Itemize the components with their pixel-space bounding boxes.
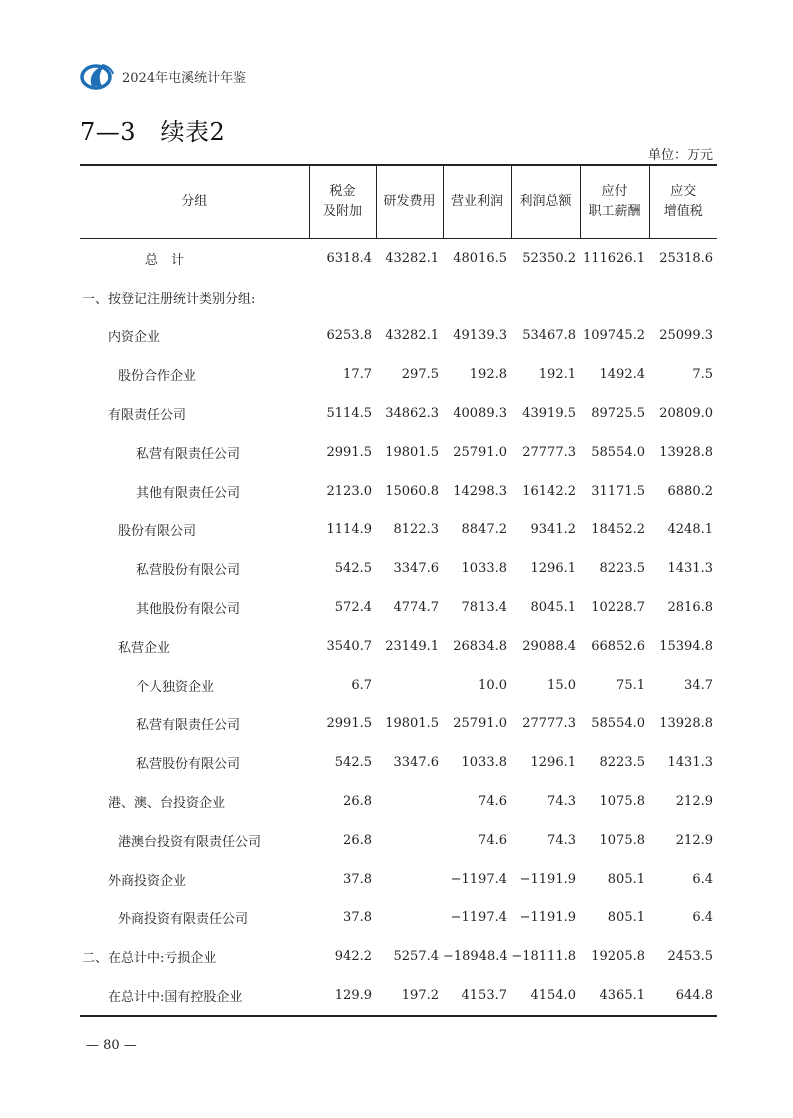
table-cell: 16142.2 [522, 483, 576, 499]
table-cell: 8847.2 [461, 522, 507, 538]
table-cell: 75.1 [616, 677, 645, 693]
table-cell [309, 278, 376, 317]
table-cell [376, 860, 443, 899]
table-cell [376, 278, 443, 317]
row-label: 二、在总计中:亏损企业 [82, 951, 217, 967]
table-cell: −1197.4 [450, 910, 507, 926]
table-cell [580, 278, 649, 317]
table-cell: 52350.2 [522, 250, 576, 266]
table-row [80, 899, 717, 938]
table-cell: 1296.1 [530, 755, 576, 771]
table-row [80, 472, 717, 511]
table-cell [649, 278, 717, 317]
table-cell: 6318.4 [326, 250, 372, 266]
book-title: 2024年屯溪统计年鉴 [122, 70, 247, 86]
table-cell: 8223.5 [599, 561, 645, 577]
row-label: 内资企业 [108, 330, 161, 346]
table-header-row [80, 165, 717, 239]
table-cell: 192.1 [538, 367, 576, 383]
table-cell: −1197.4 [450, 871, 507, 887]
table-cell: 1431.3 [667, 755, 713, 771]
table-cell: 8045.1 [530, 600, 576, 616]
table-cell: 23149.1 [385, 638, 439, 654]
table-cell [376, 821, 443, 860]
table-cell: 4153.7 [443, 976, 511, 1016]
table-row [80, 278, 717, 317]
table-cell: 43282.1 [385, 250, 439, 266]
table-cell: 805.1 [607, 910, 645, 926]
table-cell: 212.9 [675, 794, 713, 810]
table-cell: 542.5 [334, 755, 372, 771]
table-cell: 37.8 [343, 910, 372, 926]
column-header: 利润总额 [511, 165, 580, 239]
table-cell: 4774.7 [393, 600, 439, 616]
table-cell: 297.5 [401, 367, 439, 383]
table-cell: 3540.7 [326, 638, 372, 654]
table-cell: 9341.2 [530, 522, 576, 538]
table-cell: 805.1 [607, 871, 645, 887]
row-label: 有限责任公司 [108, 408, 187, 424]
table-row [80, 394, 717, 433]
table-cell: 40089.3 [453, 406, 507, 422]
table-cell: −1191.9 [519, 910, 576, 926]
row-label: 其他有限责任公司 [136, 485, 241, 501]
table-cell: 3347.6 [393, 755, 439, 771]
table-cell: −1191.9 [519, 871, 576, 887]
table-cell: 1431.3 [667, 561, 713, 577]
table-cell: 2123.0 [326, 483, 372, 499]
column-header: 税金 及附加 [309, 165, 376, 239]
table-row [80, 743, 717, 782]
table-cell: 197.2 [376, 976, 443, 1016]
row-label: 外商投资有限责任公司 [118, 912, 249, 928]
page-title: 7—3 续表2 [80, 118, 226, 146]
table-cell: 31171.5 [591, 483, 645, 499]
row-label: 总 计 [144, 252, 184, 268]
table-row [80, 549, 717, 588]
table-cell: 2816.8 [667, 600, 713, 616]
row-label: 港、澳、台投资企业 [108, 796, 226, 812]
unit-label: 单位：万元 [647, 148, 713, 163]
row-label: 在总计中:国有控股企业 [80, 976, 309, 1016]
table-cell: 27777.3 [522, 444, 576, 460]
table-cell: 18452.2 [591, 522, 645, 538]
table-cell: 25099.3 [659, 328, 713, 344]
row-label: 私营股份有限公司 [136, 757, 241, 773]
table-cell: 1033.8 [461, 755, 507, 771]
row-label: 私营企业 [118, 640, 171, 656]
table-cell: 192.8 [469, 367, 507, 383]
row-label: 个人独资企业 [136, 679, 215, 695]
table-cell [511, 278, 580, 317]
table-cell: 542.5 [334, 561, 372, 577]
table-cell: 25791.0 [453, 444, 507, 460]
table-row [80, 937, 717, 976]
yearbook-logo-icon [80, 60, 116, 92]
table-row [80, 705, 717, 744]
table-cell: 10.0 [478, 677, 507, 693]
table-cell: 74.3 [547, 832, 576, 848]
table-row [80, 821, 717, 860]
table-cell: 19205.8 [591, 949, 645, 965]
table-cell: 74.6 [478, 832, 507, 848]
table-row [80, 588, 717, 627]
row-label: 外商投资企业 [108, 873, 187, 889]
table-row [80, 666, 717, 705]
table-cell: 1114.9 [326, 522, 372, 538]
table-cell: 66852.6 [591, 638, 645, 654]
table-cell: 34862.3 [385, 406, 439, 422]
row-label: 私营有限责任公司 [136, 446, 241, 462]
column-header: 应交 增值税 [649, 165, 717, 239]
table-row [80, 627, 717, 666]
table-cell: 10228.7 [591, 600, 645, 616]
table-cell: 109745.2 [582, 328, 645, 344]
statistics-table [80, 164, 717, 1017]
table-cell: 74.6 [478, 794, 507, 810]
row-label: 股份有限公司 [118, 524, 197, 540]
table-cell: 3347.6 [393, 561, 439, 577]
table-cell: 1492.4 [599, 367, 645, 383]
table-cell: 4248.1 [667, 522, 713, 538]
table-cell: 2991.5 [326, 716, 372, 732]
table-cell: 26.8 [343, 794, 372, 810]
table-row [80, 239, 717, 278]
table-cell: 43919.5 [522, 406, 576, 422]
table-cell [376, 666, 443, 705]
table-cell: 572.4 [334, 600, 372, 616]
table-cell: 17.7 [343, 367, 372, 383]
page-header [80, 60, 246, 92]
table-cell: 4365.1 [580, 976, 649, 1016]
table-cell: 14298.3 [453, 483, 507, 499]
table-cell: 25791.0 [453, 716, 507, 732]
table-cell: 8223.5 [599, 755, 645, 771]
table-cell: 29088.4 [522, 638, 576, 654]
row-label: 私营股份有限公司 [136, 563, 241, 579]
table-cell [376, 782, 443, 821]
table-row [80, 433, 717, 472]
table-cell: 6.4 [692, 910, 713, 926]
table-cell: 644.8 [649, 976, 717, 1016]
table-cell: 49139.3 [453, 328, 507, 344]
table-cell: 25318.6 [659, 250, 713, 266]
row-label: 私营有限责任公司 [136, 718, 241, 734]
table-cell: 43282.1 [385, 328, 439, 344]
table-cell: 19801.5 [385, 444, 439, 460]
table-cell: 74.3 [547, 794, 576, 810]
table-cell: 1075.8 [599, 832, 645, 848]
table-cell: 2453.5 [667, 949, 713, 965]
table-cell: 15394.8 [659, 638, 713, 654]
table-cell: −18948.4 [443, 949, 508, 965]
table-cell: 48016.5 [453, 250, 507, 266]
table-cell: 4154.0 [511, 976, 580, 1016]
table-cell: 19801.5 [385, 716, 439, 732]
table-cell: 15.0 [547, 677, 576, 693]
table-cell: 1075.8 [599, 794, 645, 810]
column-header: 应付 职工薪酬 [580, 165, 649, 239]
table-cell: 34.7 [684, 677, 713, 693]
table-cell: 5114.5 [326, 406, 372, 422]
table-cell: −18111.8 [511, 949, 576, 965]
table-cell: 6.7 [351, 677, 372, 693]
table-cell [376, 899, 443, 938]
row-label: 一、按登记注册统计类别分组: [82, 291, 256, 307]
table-cell: 129.9 [309, 976, 376, 1016]
table-cell: 7813.4 [461, 600, 507, 616]
table-cell: 1296.1 [530, 561, 576, 577]
table-cell [443, 278, 511, 317]
page-number: — 80 — [86, 1038, 137, 1053]
table-cell: 53467.8 [522, 328, 576, 344]
table-cell: 26.8 [343, 832, 372, 848]
table-cell: 13928.8 [659, 444, 713, 460]
table-cell: 26834.8 [453, 638, 507, 654]
table-cell: 6.4 [692, 871, 713, 887]
table-cell: 13928.8 [659, 716, 713, 732]
table-cell: 6253.8 [326, 328, 372, 344]
table-cell: 6880.2 [667, 483, 713, 499]
row-label: 股份合作企业 [118, 369, 197, 385]
table-cell: 212.9 [675, 832, 713, 848]
table-row [80, 511, 717, 550]
table-cell: 58554.0 [591, 716, 645, 732]
table-cell: 89725.5 [591, 406, 645, 422]
table-cell: 58554.0 [591, 444, 645, 460]
table-cell: 8122.3 [393, 522, 439, 538]
table-cell: 27777.3 [522, 716, 576, 732]
column-header: 营业利润 [443, 165, 511, 239]
table-cell: 1033.8 [461, 561, 507, 577]
table-cell: 37.8 [343, 871, 372, 887]
table-row [80, 355, 717, 394]
column-header: 分组 [80, 165, 309, 239]
table-row [80, 976, 717, 1016]
table-cell: 111626.1 [582, 250, 645, 266]
table-cell: 7.5 [692, 367, 713, 383]
table-row [80, 782, 717, 821]
table-cell: 20809.0 [659, 406, 713, 422]
table-cell: 2991.5 [326, 444, 372, 460]
table-row [80, 317, 717, 356]
table-cell: 15060.8 [385, 483, 439, 499]
row-label: 港澳台投资有限责任公司 [118, 834, 262, 850]
table-cell: 942.2 [334, 949, 372, 965]
table-row [80, 860, 717, 899]
column-header: 研发费用 [376, 165, 443, 239]
row-label: 其他股份有限公司 [136, 602, 241, 618]
table-cell: 5257.4 [393, 949, 439, 965]
